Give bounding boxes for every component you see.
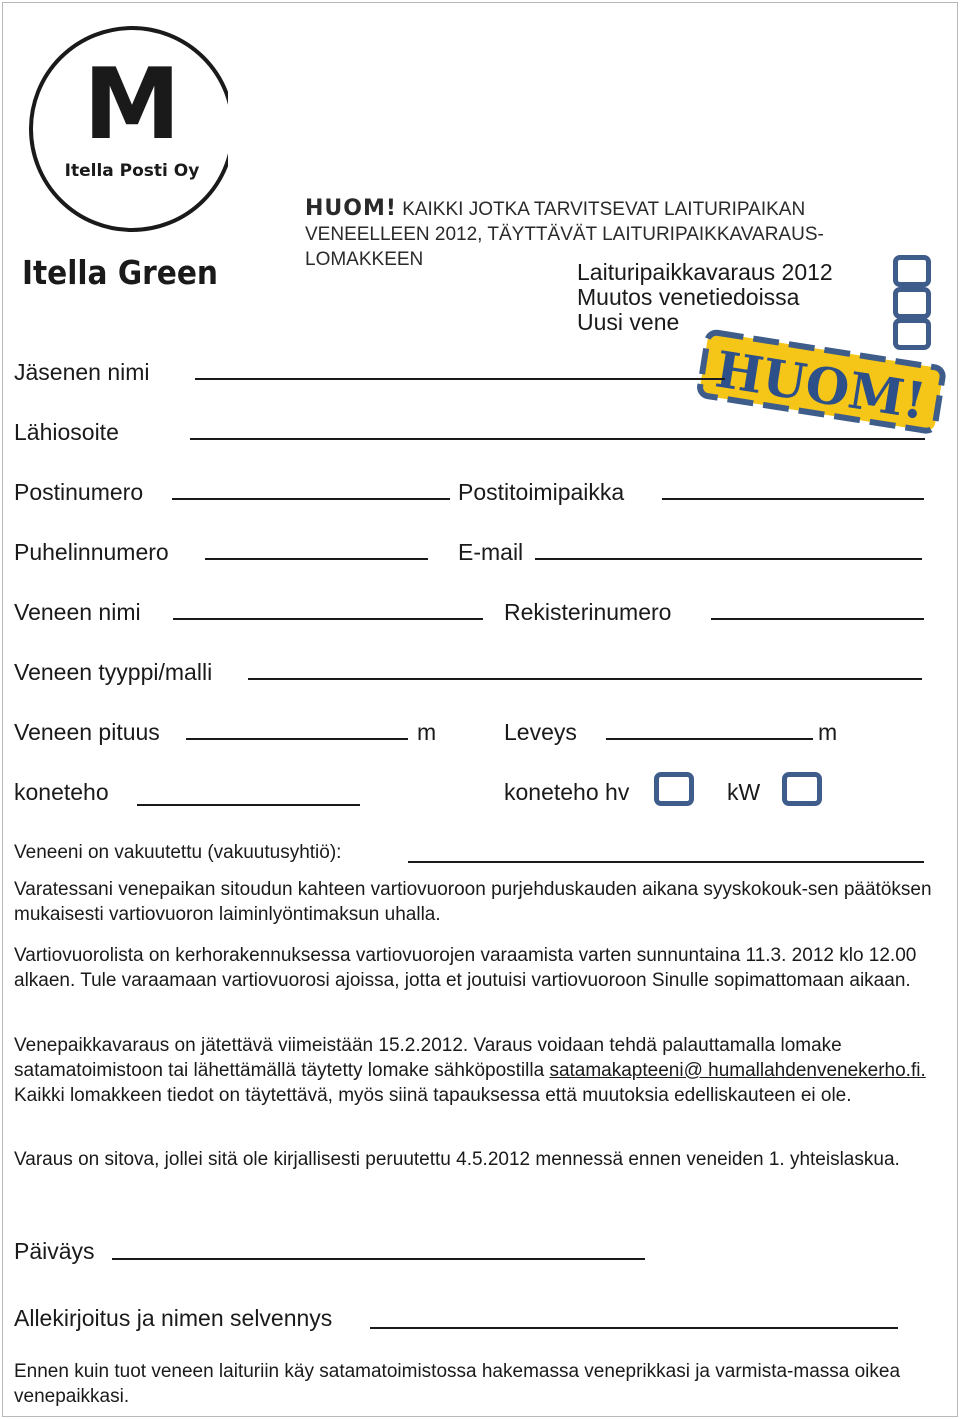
notice-huom: HUOM! (305, 196, 397, 221)
label-registration: Rekisterinumero (504, 599, 672, 625)
paragraph-watch-duty-text: Varatessani venepaikan sitoudun kahteen vartiovuoroon purjehduskauden aikana syyskokouk-sen päätöksen mukaisesti vartiovuoron laiminlyöntimaksun uhalla. (14, 879, 932, 925)
itella-logo (18, 16, 228, 296)
input-signature[interactable] (370, 1327, 898, 1329)
checkbox-engine-kw[interactable] (782, 772, 822, 806)
huom-stamp-text: HUOM! (711, 339, 930, 431)
label-engine-kw: kW (727, 779, 761, 805)
logo-company-name: Itella Posti Oy (64, 161, 200, 181)
input-member-name[interactable] (195, 378, 725, 380)
m-logo-icon (18, 16, 228, 296)
input-phone[interactable] (205, 558, 428, 560)
input-boat-type[interactable] (248, 678, 922, 680)
option-label-boat-change: Muutos venetiedoissa (577, 284, 800, 310)
label-email: E-mail (458, 539, 524, 565)
unit-width: m (818, 719, 838, 745)
label-postal-code: Postinumero (14, 479, 144, 505)
paragraph-watch-list (14, 943, 948, 993)
input-address[interactable] (190, 438, 925, 440)
input-insurance[interactable] (408, 861, 924, 863)
input-registration[interactable] (711, 618, 924, 620)
paragraph-watch-duty (14, 877, 948, 927)
label-boat-length: Veneen pituus (14, 719, 160, 745)
label-engine-hp: koneteho hv (504, 779, 630, 805)
option-checkbox-reservation[interactable] (893, 255, 931, 287)
notice-line-2: VENEELLEEN 2012, TÄYTTÄVÄT LAITURIPAIKKAVARAUS- (305, 224, 824, 245)
input-date[interactable] (112, 1258, 645, 1260)
paragraph-watch-list-text: Vartiovuorolista on kerhorakennuksessa vartiovuorojen varaamista varten sunnuntaina 11.3. 2012 klo 12.00 alkaen. Tule varaamaan vartiovuorosi ajoissa, jotta et joutuisi vartiovuoroon Sinulle sopimattomaan aikaan. (14, 945, 917, 991)
input-post-office[interactable] (662, 498, 924, 500)
input-boat-length[interactable] (186, 738, 408, 740)
email-link[interactable]: satamakapteeni@ humallahdenvenekerho.fi. (549, 1060, 926, 1081)
paragraph-binding-text: Varaus on sitova, jollei sitä ole kirjallisesti peruutettu 4.5.2012 mennessä ennen veneiden 1. yhteislaskua. (14, 1149, 900, 1170)
logo-brand-name: Itella Green (22, 253, 218, 292)
input-engine-power[interactable] (137, 804, 360, 806)
label-phone: Puhelinnumero (14, 539, 169, 565)
input-email[interactable] (535, 558, 922, 560)
footer-note-text: Ennen kuin tuot veneen laituriin käy satamatoimistossa hakemassa veneprikkasi ja varmista-massa oikea venepaikkasi. (14, 1361, 901, 1407)
paragraph-deadline-end: Kaikki lomakkeen tiedot on täytettävä, myös siinä tapauksessa että muutoksia edelliskauteen ei ole. (14, 1085, 852, 1106)
label-boat-name: Veneen nimi (14, 599, 141, 625)
input-postal-code[interactable] (172, 498, 450, 500)
label-post-office: Postitoimipaikka (458, 479, 625, 505)
huom-stamp (692, 328, 954, 440)
paragraph-deadline (14, 1033, 948, 1108)
option-list (577, 260, 833, 335)
label-boat-type: Veneen tyyppi/malli (14, 659, 213, 685)
input-boat-name[interactable] (173, 618, 483, 620)
label-insurance: Veneeni on vakuutettu (vakuutusyhtiö): (14, 842, 342, 863)
label-member-name: Jäsenen nimi (14, 359, 150, 385)
input-width[interactable] (606, 738, 813, 740)
notice-line-3: LOMAKKEEN (305, 249, 424, 270)
label-engine-power: koneteho (14, 779, 109, 805)
label-width: Leveys (504, 719, 577, 745)
logo-letter: M (83, 48, 181, 162)
label-signature: Allekirjoitus ja nimen selvennys (14, 1305, 333, 1331)
checkbox-engine-hp[interactable] (654, 772, 694, 806)
paragraph-deadline-start: Venepaikkavaraus on jätettävä viimeistään 15.2.2012. Varaus voidaan tehdä palauttamalla lomake satamatoimistoon tai lähettämällä täytetty lomake sähköpostilla (14, 1035, 842, 1081)
notice-line-1: KAIKKI JOTKA TARVITSEVAT LAITURIPAIKAN (402, 199, 806, 220)
label-address: Lähiosoite (14, 419, 119, 445)
label-date: Päiväys (14, 1238, 95, 1264)
unit-boat-length: m (417, 719, 437, 745)
option-checkbox-boat-change[interactable] (893, 287, 931, 319)
option-label-new-boat: Uusi vene (577, 309, 680, 335)
paragraph-binding (14, 1147, 948, 1172)
option-label-reservation: Laituripaikkavaraus 2012 (577, 259, 833, 285)
footer-note (14, 1359, 948, 1409)
